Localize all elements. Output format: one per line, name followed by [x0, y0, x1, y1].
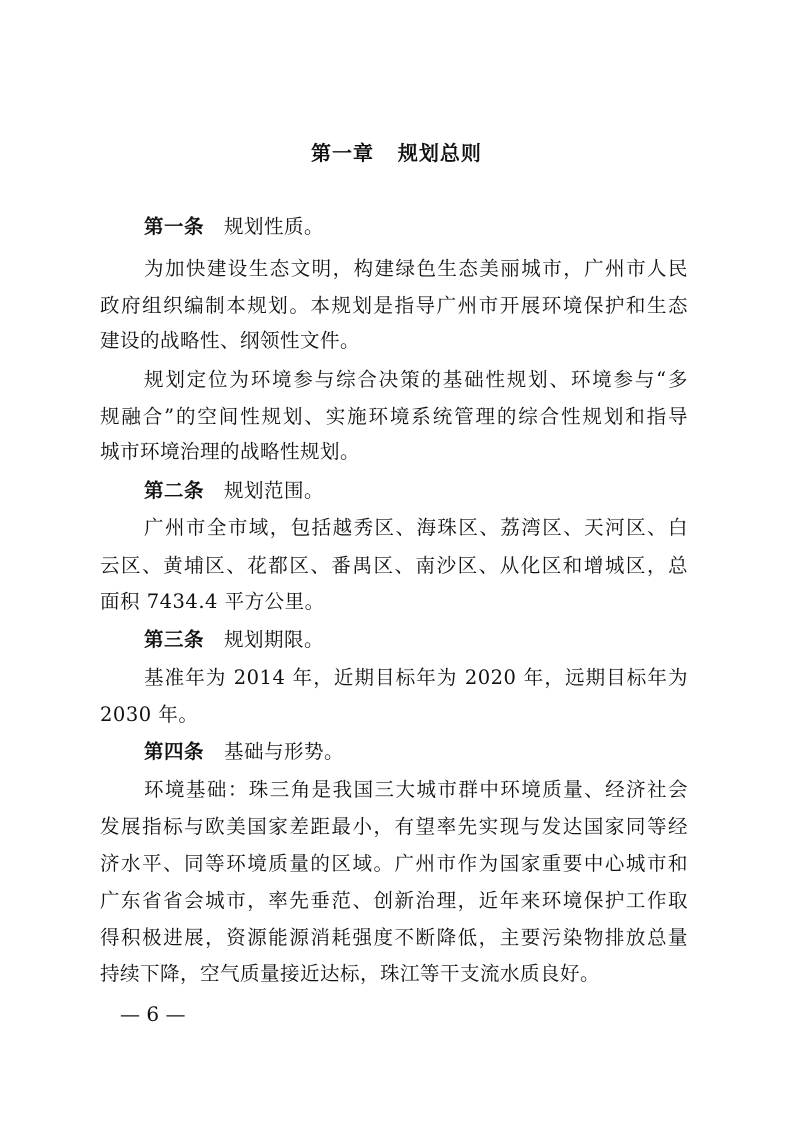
- article-number: 第三条: [144, 628, 205, 651]
- article-4-heading: [144, 737, 688, 767]
- paragraph-line: 云区、黄埔区、花都区、番禺区、南沙区、从化区和增城区，总: [100, 554, 688, 577]
- paragraph-line: 为加快建设生态文明，构建绿色生态美丽城市，广州市人民: [144, 257, 688, 280]
- paragraph-line: 2030 年。: [100, 703, 199, 726]
- paragraph-line: 广东省省会城市，率先垂范、创新治理，近年来环境保护工作取: [100, 889, 688, 912]
- article-1-heading: [144, 212, 688, 242]
- paragraph-line: 济水平、同等环境质量的区域。广州市作为国家重要中心城市和: [100, 852, 688, 875]
- paragraph-line: 持续下降，空气质量接近达标，珠江等干支流水质良好。: [100, 962, 601, 985]
- article-3-heading: [144, 625, 688, 655]
- paragraph-line: 广州市全市域，包括越秀区、海珠区、荔湾区、天河区、白: [144, 516, 688, 539]
- paragraph-line: 城市环境治理的战略性规划。: [100, 440, 361, 463]
- paragraph-line: 基准年为 2014 年，近期目标年为 2020 年，远期目标年为: [144, 666, 688, 689]
- article-title: 基础与形势。: [224, 740, 345, 763]
- paragraph-line: 发展指标与欧美国家差距最小，有望率先实现与发达国家同等经: [100, 815, 688, 838]
- article-number: 第一条: [144, 215, 205, 238]
- article-title: 规划期限。: [224, 628, 325, 651]
- article-number: 第四条: [144, 740, 205, 763]
- article-title: 规划范围。: [224, 479, 325, 502]
- paragraph-line: 规融合”的空间性规划、实施环境系统管理的综合性规划和指导: [100, 405, 688, 428]
- paragraph-line: 政府组织编制本规划。本规划是指导广州市开展环境保护和生态: [100, 294, 688, 317]
- paragraph-line: 得积极进展，资源能源消耗强度不断降低，主要污染物排放总量: [100, 926, 688, 949]
- paragraph-line: 环境基础：珠三角是我国三大城市群中环境质量、经济社会: [144, 778, 688, 801]
- paragraph-line: 面积 7434.4 平方公里。: [100, 590, 325, 613]
- page-number: — 6 —: [120, 1002, 186, 1026]
- chapter-title: 第一章 规划总则: [311, 141, 482, 165]
- article-number: 第二条: [144, 479, 205, 502]
- paragraph-line: 建设的战略性、纲领性文件。: [100, 329, 361, 352]
- article-2-heading: [144, 476, 688, 506]
- paragraph-line: 规划定位为环境参与综合决策的基础性规划、环境参与“多: [144, 368, 688, 391]
- article-title: 规划性质。: [224, 215, 325, 238]
